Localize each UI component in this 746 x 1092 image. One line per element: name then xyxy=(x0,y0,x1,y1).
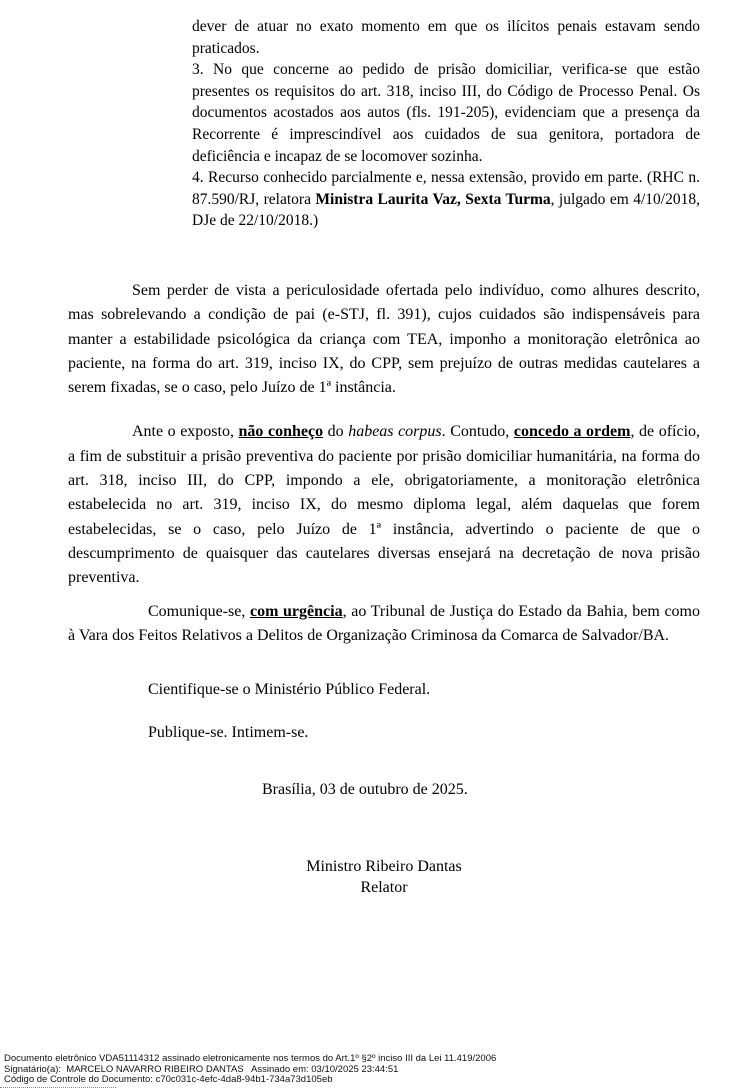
text-segment: concedo a ordem xyxy=(513,423,631,441)
text-segment: Ante o exposto, xyxy=(132,423,239,441)
footer-control-code-line: Código de Controle do Documento: c70c031c-4efc-4da8-94b1-734a73d105eb xyxy=(4,1074,333,1086)
footer-law-line: Documento eletrônico VDA51114312 assinado eletronicamente nos termos do Art.1º §2º inciso III da Lei 11.419/2006 xyxy=(4,1053,497,1064)
text-segment: do xyxy=(323,423,349,441)
text-segment: Publique-se. Intimem-se. xyxy=(148,724,309,742)
precedent-quote-block xyxy=(192,16,700,232)
quote-paragraph-item-4 xyxy=(192,167,700,232)
text-segment: , de ofício, a fim de substituir a prisão preventiva do paciente por prisão domiciliar humanitária, na forma do art. 318, inciso III, do CPP, impondo a ele, obrigatoriamente, a monitoração eletrônica estabelecida no art. 319, inciso IX, do mesmo diploma legal, além daquelas que forem estabelecidas, se o caso, pelo Juízo de 1ª instância, advertindo o paciente de que o descumprimento de quaisquer das cautelares diversas ensejará na decretação de nova prisão preventiva. xyxy=(68,423,701,587)
quote-paragraph-continuation xyxy=(192,16,700,59)
text-segment: Ministra Laurita Vaz, Sexta Turma xyxy=(315,190,551,208)
text-segment: Comunique-se, xyxy=(148,602,250,620)
quote-paragraph-item-3 xyxy=(192,59,700,167)
text-segment: Sem perder de vista a periculosidade ofertada pelo indivíduo, como alhures descrito, mas sobrelevando a condição de pai (e-STJ, fl. 391), cujos cuidados são indispensáveis para manter a estabilidade psicológica da criança com TEA, imponho a monitoração eletrônica ao paciente, na forma do art. 319, inciso IX, do CPP, sem prejuízo de outras medidas cautelares a serem fixadas, se o caso, pelo Juízo de 1ª instância. xyxy=(68,281,700,397)
text-segment: habeas corpus xyxy=(348,423,442,441)
text-segment: com urgência xyxy=(249,602,343,620)
body-paragraph-publique xyxy=(68,721,700,745)
signature-block xyxy=(68,856,700,898)
text-segment: . Contudo, xyxy=(441,423,514,441)
page-bottom-edge-mark xyxy=(0,1087,116,1088)
text-segment: não conheço xyxy=(238,423,324,441)
signature-role: Relator xyxy=(360,878,408,896)
body-paragraph-monitoring xyxy=(68,279,700,400)
text-segment: , ao Tribunal de Justiça do Estado da Bahia, bem como à Vara dos Feitos Relativos a Delitos de Organização Criminosa da Comarca de Salvador/BA. xyxy=(68,602,701,644)
body-paragraph-comunique xyxy=(68,600,700,649)
date-line: Brasília, 03 de outubro de 2025. xyxy=(262,780,468,798)
electronic-signature-footer xyxy=(4,1054,496,1086)
body-paragraph-cientifique xyxy=(68,678,700,702)
text-segment: 3. No que concerne ao pedido de prisão domiciliar, verifica-se que estão presentes os requisitos do art. 318, inciso III, do Código de Processo Penal. Os documentos acostados aos autos (fls. 191-205), evidenciam que a presença da Recorrente é imprescindível aos cuidados de sua genitora, portadora de deficiência e incapaz de se locomover sozinha. xyxy=(192,61,700,165)
document-body xyxy=(68,0,700,898)
signature-name: Ministro Ribeiro Dantas xyxy=(306,857,462,875)
body-paragraph-decision xyxy=(68,420,700,590)
text-segment: Cientifique-se o Ministério Público Federal. xyxy=(148,681,431,699)
text-segment: , julgado em 4/10/2018, DJe de 22/10/2018.) xyxy=(192,190,700,230)
footer-signatory-line: Signatário(a): MARCELO NAVARRO RIBEIRO DANTAS Assinado em: 03/10/2025 23:44:51 xyxy=(4,1063,399,1075)
text-segment: dever de atuar no exato momento em que os ilícitos penais estavam sendo praticados. xyxy=(192,18,700,57)
text-segment: 4. Recurso conhecido parcialmente e, nessa extensão, provido em parte. (RHC n. 87.590/RJ, relatora xyxy=(192,169,700,208)
